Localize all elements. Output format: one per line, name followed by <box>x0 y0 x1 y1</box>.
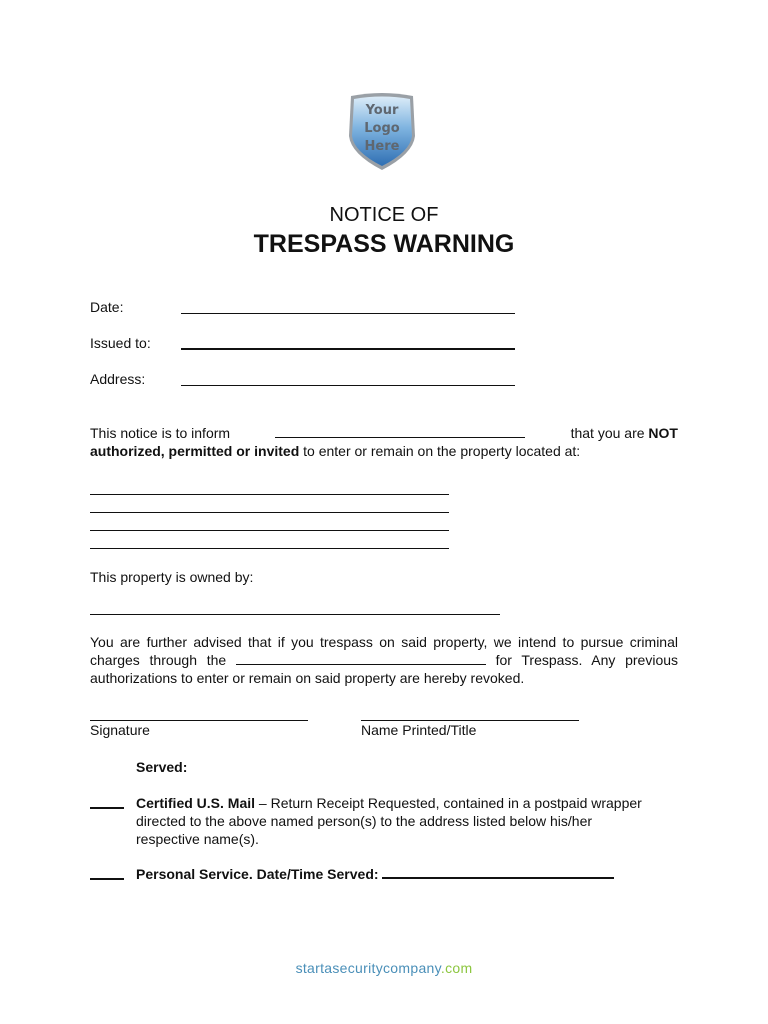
signature-label: Signature <box>90 722 150 738</box>
date-row <box>90 299 180 315</box>
address-row <box>90 371 180 387</box>
logo-line-3: Here <box>364 139 400 154</box>
personal-service-bold: Personal Service. Date/Time Served: <box>136 866 379 882</box>
property-line-4[interactable] <box>90 548 449 549</box>
advisory-paragraph <box>90 633 678 687</box>
advisory-part-1: You are further advised that if you trespass on said property, we intend to pursue criminal charges through the <box>90 634 678 668</box>
property-line-2[interactable] <box>90 512 449 513</box>
owned-label: This property is owned by: <box>90 569 254 585</box>
inform-start: This notice is to inform <box>90 425 231 441</box>
shield-icon <box>343 92 421 174</box>
issued-row <box>90 335 180 351</box>
footer-tld: .com <box>440 960 473 976</box>
company-logo <box>343 92 421 174</box>
owner-line[interactable] <box>90 614 500 615</box>
property-line-3[interactable] <box>90 530 449 531</box>
not-emphasis: NOT <box>648 425 678 441</box>
signature-line[interactable] <box>90 720 308 721</box>
name-title-label: Name Printed/Title <box>361 722 477 738</box>
date-time-served-blank[interactable] <box>382 865 614 879</box>
certified-mail-checkbox-line[interactable] <box>90 807 124 809</box>
issued-blank[interactable] <box>181 348 515 350</box>
property-line-1[interactable] <box>90 494 449 495</box>
inform-end: to enter or remain on the property located at: <box>303 443 581 459</box>
authorized-emphasis: authorized, permitted or invited <box>90 443 300 459</box>
notice-title: TRESPASS WARNING <box>253 230 515 258</box>
footer-website[interactable] <box>0 960 768 976</box>
address-blank[interactable] <box>181 385 515 386</box>
inform-paragraph <box>90 424 678 460</box>
logo-line-2: Logo <box>364 121 400 136</box>
certified-mail-text <box>136 794 656 848</box>
logo-line-1: Your <box>365 103 399 118</box>
name-title-line[interactable] <box>361 720 579 721</box>
notice-heading: NOTICE OF <box>329 204 439 226</box>
inform-name-blank[interactable] <box>275 425 525 438</box>
inform-middle: that you are <box>570 425 645 441</box>
served-heading: Served: <box>136 759 188 775</box>
option-certified-mail <box>90 794 650 850</box>
footer-site: startasecuritycompany <box>295 960 441 976</box>
option-personal-service <box>90 865 650 885</box>
advisory-part-2: for Trespass. Any previous authorizations to enter or remain on said property are hereby revoked. <box>90 652 679 686</box>
personal-service-text <box>136 865 656 883</box>
certified-mail-bold: Certified U.S. Mail <box>136 795 256 811</box>
personal-service-checkbox-line[interactable] <box>90 878 124 880</box>
agency-blank[interactable] <box>236 652 486 665</box>
certified-mail-rest: – Return Receipt Requested, contained in a postpaid wrapper directed to the above named person(s) to the address listed below his/her respective name(s). <box>136 795 642 847</box>
issued-label: Issued to: <box>90 335 151 351</box>
date-blank[interactable] <box>181 313 515 314</box>
address-label: Address: <box>90 371 146 387</box>
date-label: Date: <box>90 299 124 315</box>
